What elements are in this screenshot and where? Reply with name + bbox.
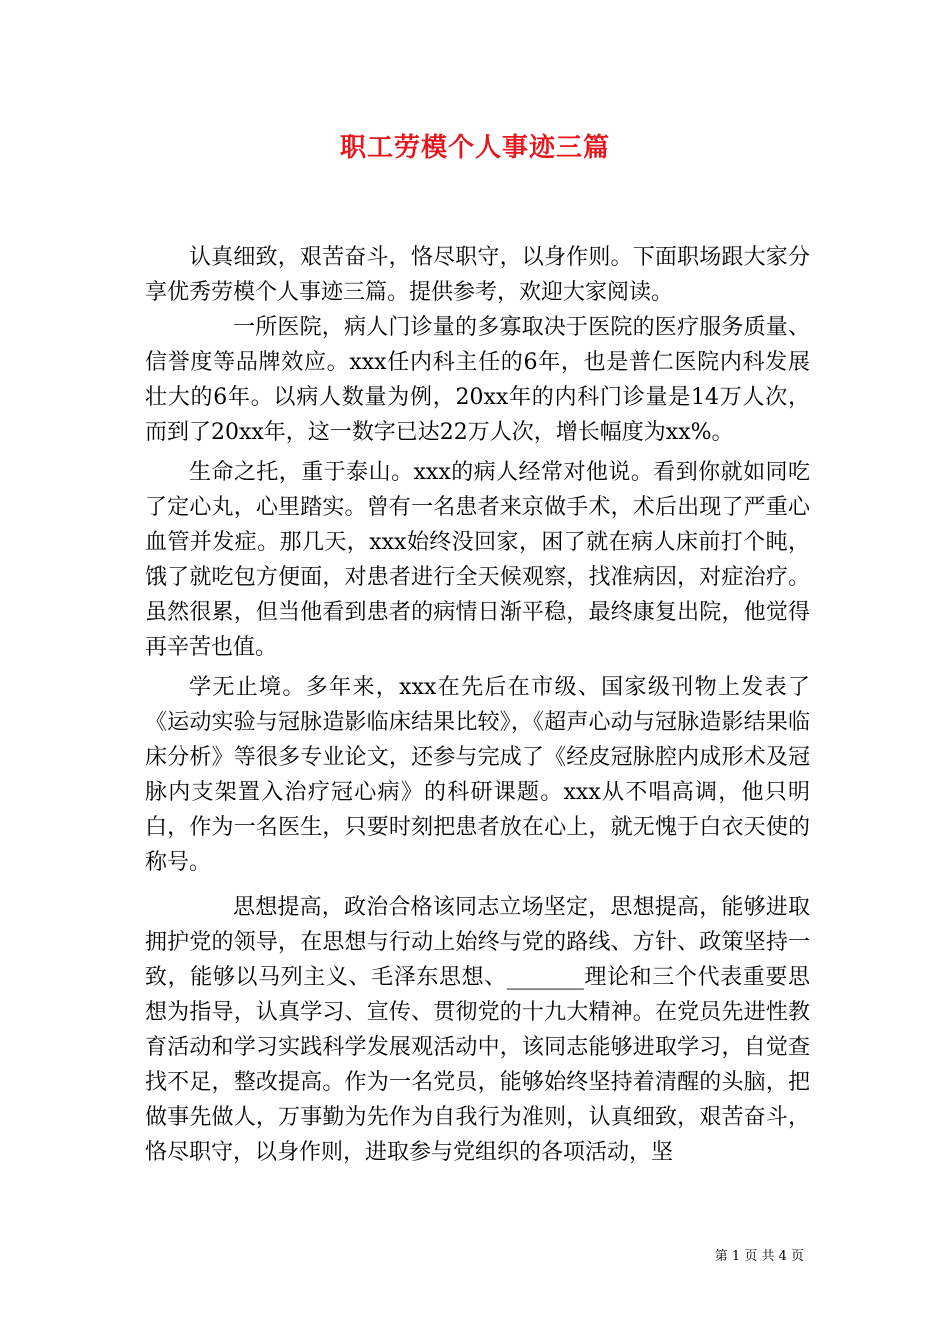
- intro-paragraph: 认真细致，艰苦奋斗，恪尽职守，以身作则。下面职场跟大家分享优秀劳模个人事迹三篇。提供参考，欢迎大家阅读。: [145, 245, 810, 305]
- body-paragraph-life: 生命之托，重于泰山。xxx的病人经常对他说。看到你就如同吃了定心丸，心里踏实。曾有一名患者来京做手术，术后出现了严重心血管并发症。那几天，xxx始终没回家，困了就在病人床前打个盹，饿了就吃包方便面，对患者进行全天候观察，找准病因，对症治疗。虽然很累，但当他看到患者的病情日渐平稳，最终康复出院，他觉得再辛苦也值。: [145, 460, 810, 660]
- body-paragraph-ideology: 思想提高，政治合格该同志立场坚定，思想提高，能够进取拥护党的领导，在思想与行动上始终与党的路线、方针、政策坚持一致，能够以马列主义、毛泽东思想、_______理论和三个代表重要思想为指导，认真学习、宣传、贯彻党的十九大精神。在党员先进性教育活动和学习实践科学发展观活动中，该同志能够进取学习，自觉查找不足，整改提高。作为一名党员，能够始终坚持着清醒的头脑，把做事先做人，万事勤为先作为自我行为准则，认真细致，艰苦奋斗，恪尽职守，以身作则，进取参与党组织的各项活动，坚: [145, 895, 810, 1165]
- page-number-footer: 第 1 页 共 4 页: [714, 1249, 804, 1264]
- document-body: [145, 240, 810, 1170]
- body-paragraph-learning: 学无止境。多年来，xxx在先后在市级、国家级刊物上发表了《运动实验与冠脉造影临床结果比较》，《超声心动与冠脉造影结果临床分析》等很多专业论文，还参与完成了《经皮冠脉腔内成形术及冠脉内支架置入治疗冠心病》的科研课题。xxx从不唱高调，他只明白，作为一名医生，只要时刻把患者放在心上，就无愧于白衣天使的称号。: [145, 675, 810, 875]
- body-paragraph-hospital: 一所医院，病人门诊量的多寡取决于医院的医疗服务质量、信誉度等品牌效应。xxx任内科主任的6年，也是普仁医院内科发展壮大的6年。以病人数量为例，20xx年的内科门诊量是14万人次，而到了20xx年，这一数字已达22万人次，增长幅度为xx%。: [145, 315, 810, 445]
- document-title: 职工劳模个人事迹三篇: [339, 133, 610, 163]
